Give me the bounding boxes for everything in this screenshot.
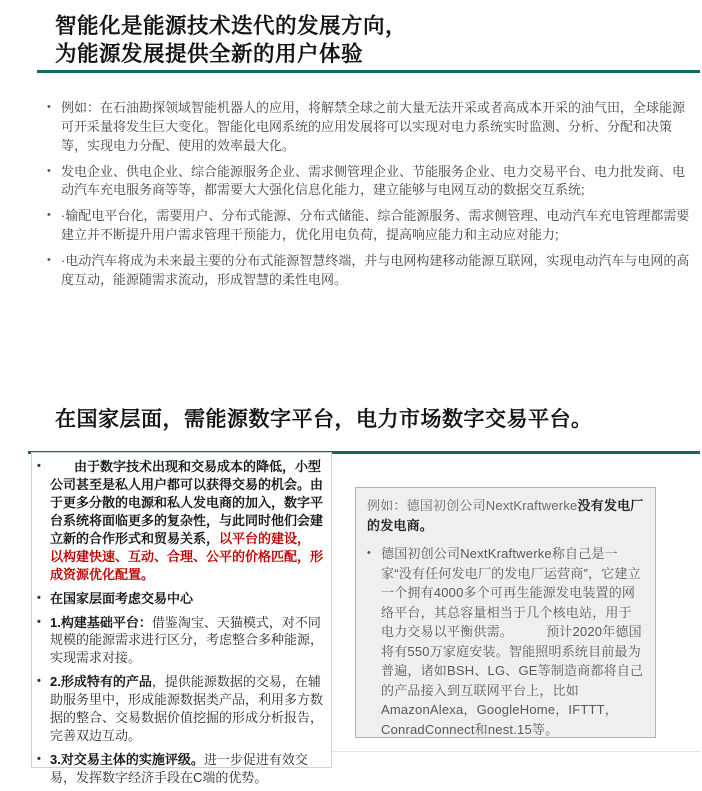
list-item bbox=[37, 614, 323, 668]
section1-title-line1: 智能化是能源技术迭代的发展方向， bbox=[55, 14, 408, 38]
list-item bbox=[37, 751, 323, 787]
left-item5-lead: 3.对交易主体的实施评级。 bbox=[50, 752, 204, 768]
bullet-dot-icon: • bbox=[37, 675, 41, 688]
bullet-text bbox=[50, 614, 323, 668]
bullet-text: ·输配电平台化，需要用户、分布式能源、分布式储能、综合能源服务、需求侧管理、电动汽车充电管理都需要建立并不断提升用户需求管理干预能力，优化用电负荷，提高响应能力和主动应对能力; bbox=[61, 208, 690, 243]
left-panel-list bbox=[37, 458, 323, 787]
bullet-text bbox=[50, 458, 323, 584]
left-item1-main: 由于数字技术出现和交易成本的降低，小型公司甚至是私人用户都可以获得交易的机会。由于更多分散的电源和私人发电商的加入，数字平台系统将面临更多的复杂性，与此同时他们会建立新的合作形式和贸易关系， bbox=[50, 459, 324, 546]
bullet-dot-icon: • bbox=[37, 615, 41, 628]
left-item5-text: 进一步促进有效交易，发挥数字经济手段在C端的优势。 bbox=[50, 752, 308, 785]
section1-title-line2: 为能源发展提供全新的用户体验 bbox=[55, 42, 364, 67]
bullet-text bbox=[50, 673, 323, 745]
bullet-text: 在国家层面考虑交易中心 bbox=[50, 590, 194, 606]
section1-title bbox=[55, 12, 407, 69]
example-header-plain: 例如：德国初创公司NextKraftwerke bbox=[367, 498, 578, 513]
section1-bullet-list bbox=[47, 99, 695, 297]
bullet-text bbox=[50, 751, 323, 787]
list-item bbox=[47, 252, 695, 290]
list-item bbox=[367, 544, 644, 739]
left-panel-trading-platform bbox=[31, 452, 332, 785]
bullet-dot-icon: • bbox=[47, 253, 51, 266]
bullet-dot-icon: • bbox=[47, 164, 51, 177]
left-item3-text: 借鉴淘宝、天猫模式，对不同规模的能源需求进行区分，考虑整合多种能源，实现需求对接。 bbox=[50, 614, 324, 666]
section2-title: 在国家层面，需能源数字平台，电力市场数字交易平台。 bbox=[55, 408, 593, 431]
bullet-dot-icon: • bbox=[37, 460, 41, 472]
bullet-dot-icon: • bbox=[37, 591, 41, 604]
list-item bbox=[47, 163, 695, 201]
left-item4-text: ，提供能源数据的交易，在辅助服务里中，形成能源数据类产品，利用多方数据的整合、交易数据价值挖掘的形成分析报告，完善双边互动。 bbox=[50, 674, 324, 744]
bullet-dot-icon: • bbox=[47, 101, 51, 113]
left-item4-lead: 2.形成特有的产品 bbox=[50, 674, 152, 690]
example-panel-nextkraftwerke bbox=[355, 487, 656, 738]
list-item bbox=[37, 673, 323, 745]
example-header-bold: 没有发电厂的发电商。 bbox=[367, 498, 644, 533]
left-item3-lead: 1.构建基础平台： bbox=[50, 614, 152, 630]
list-item bbox=[37, 458, 323, 584]
list-item bbox=[37, 590, 323, 608]
left-item1-red-highlight: 以平台的建设，以构建快速、互动、合理、公平的价格匹配，形成资源优化配置。 bbox=[50, 530, 324, 582]
bullet-text: ·电动汽车将成为未来最主要的分布式能源智慧终端，并与电网构建移动能源互联网，实现电动汽车与电网的高度互动，能源随需求流动，形成智慧的柔性电网。 bbox=[61, 252, 690, 287]
bullet-text: 例如：在石油勘探领域智能机器人的应用，将解禁全球之前大量无法开采或者高成本开采的油气田，全球能源可开采量将发生巨大变化。智能化电网系统的应用发展将可以实现对电力系统实时监测、分析、分配和决策等，实现电力分配、使用的效率最大化。 bbox=[61, 100, 686, 153]
bullet-text: 发电企业、供电企业、综合能源服务企业、需求侧管理企业、节能服务企业、电力交易平台、电力批发商、电动汽车充电服务商等等，都需要大大强化信息化能力，建立能够与电网互动的数据交互系统; bbox=[61, 163, 686, 198]
bullet-dot-icon: • bbox=[47, 209, 51, 222]
list-item bbox=[47, 207, 695, 245]
example-body-text: 德国初创公司NextKraftwerke称自己是一家“没有任何发电厂的发电厂运营商”，它建立一个拥有4000多个可再生能源发电装置的网络平台，其总容量相当于几个核电站，用于电力交易以平衡供需。 预计2020年德国将有550万家庭安装。智能照明系统目前最为普遍，诸如BSH、LG、GE等制造商都将自己的产品接入到互联网平台上，比如AmazonAlexa，GoogleHome，IFTTT，ConradConnect和nest.15等。 bbox=[381, 546, 644, 737]
bullet-dot-icon: • bbox=[37, 753, 41, 766]
bullet-dot-icon: • bbox=[367, 547, 372, 559]
example-panel-list bbox=[367, 544, 644, 739]
list-item bbox=[47, 99, 695, 156]
example-panel-header bbox=[367, 496, 644, 535]
divider-line-top bbox=[37, 70, 700, 73]
